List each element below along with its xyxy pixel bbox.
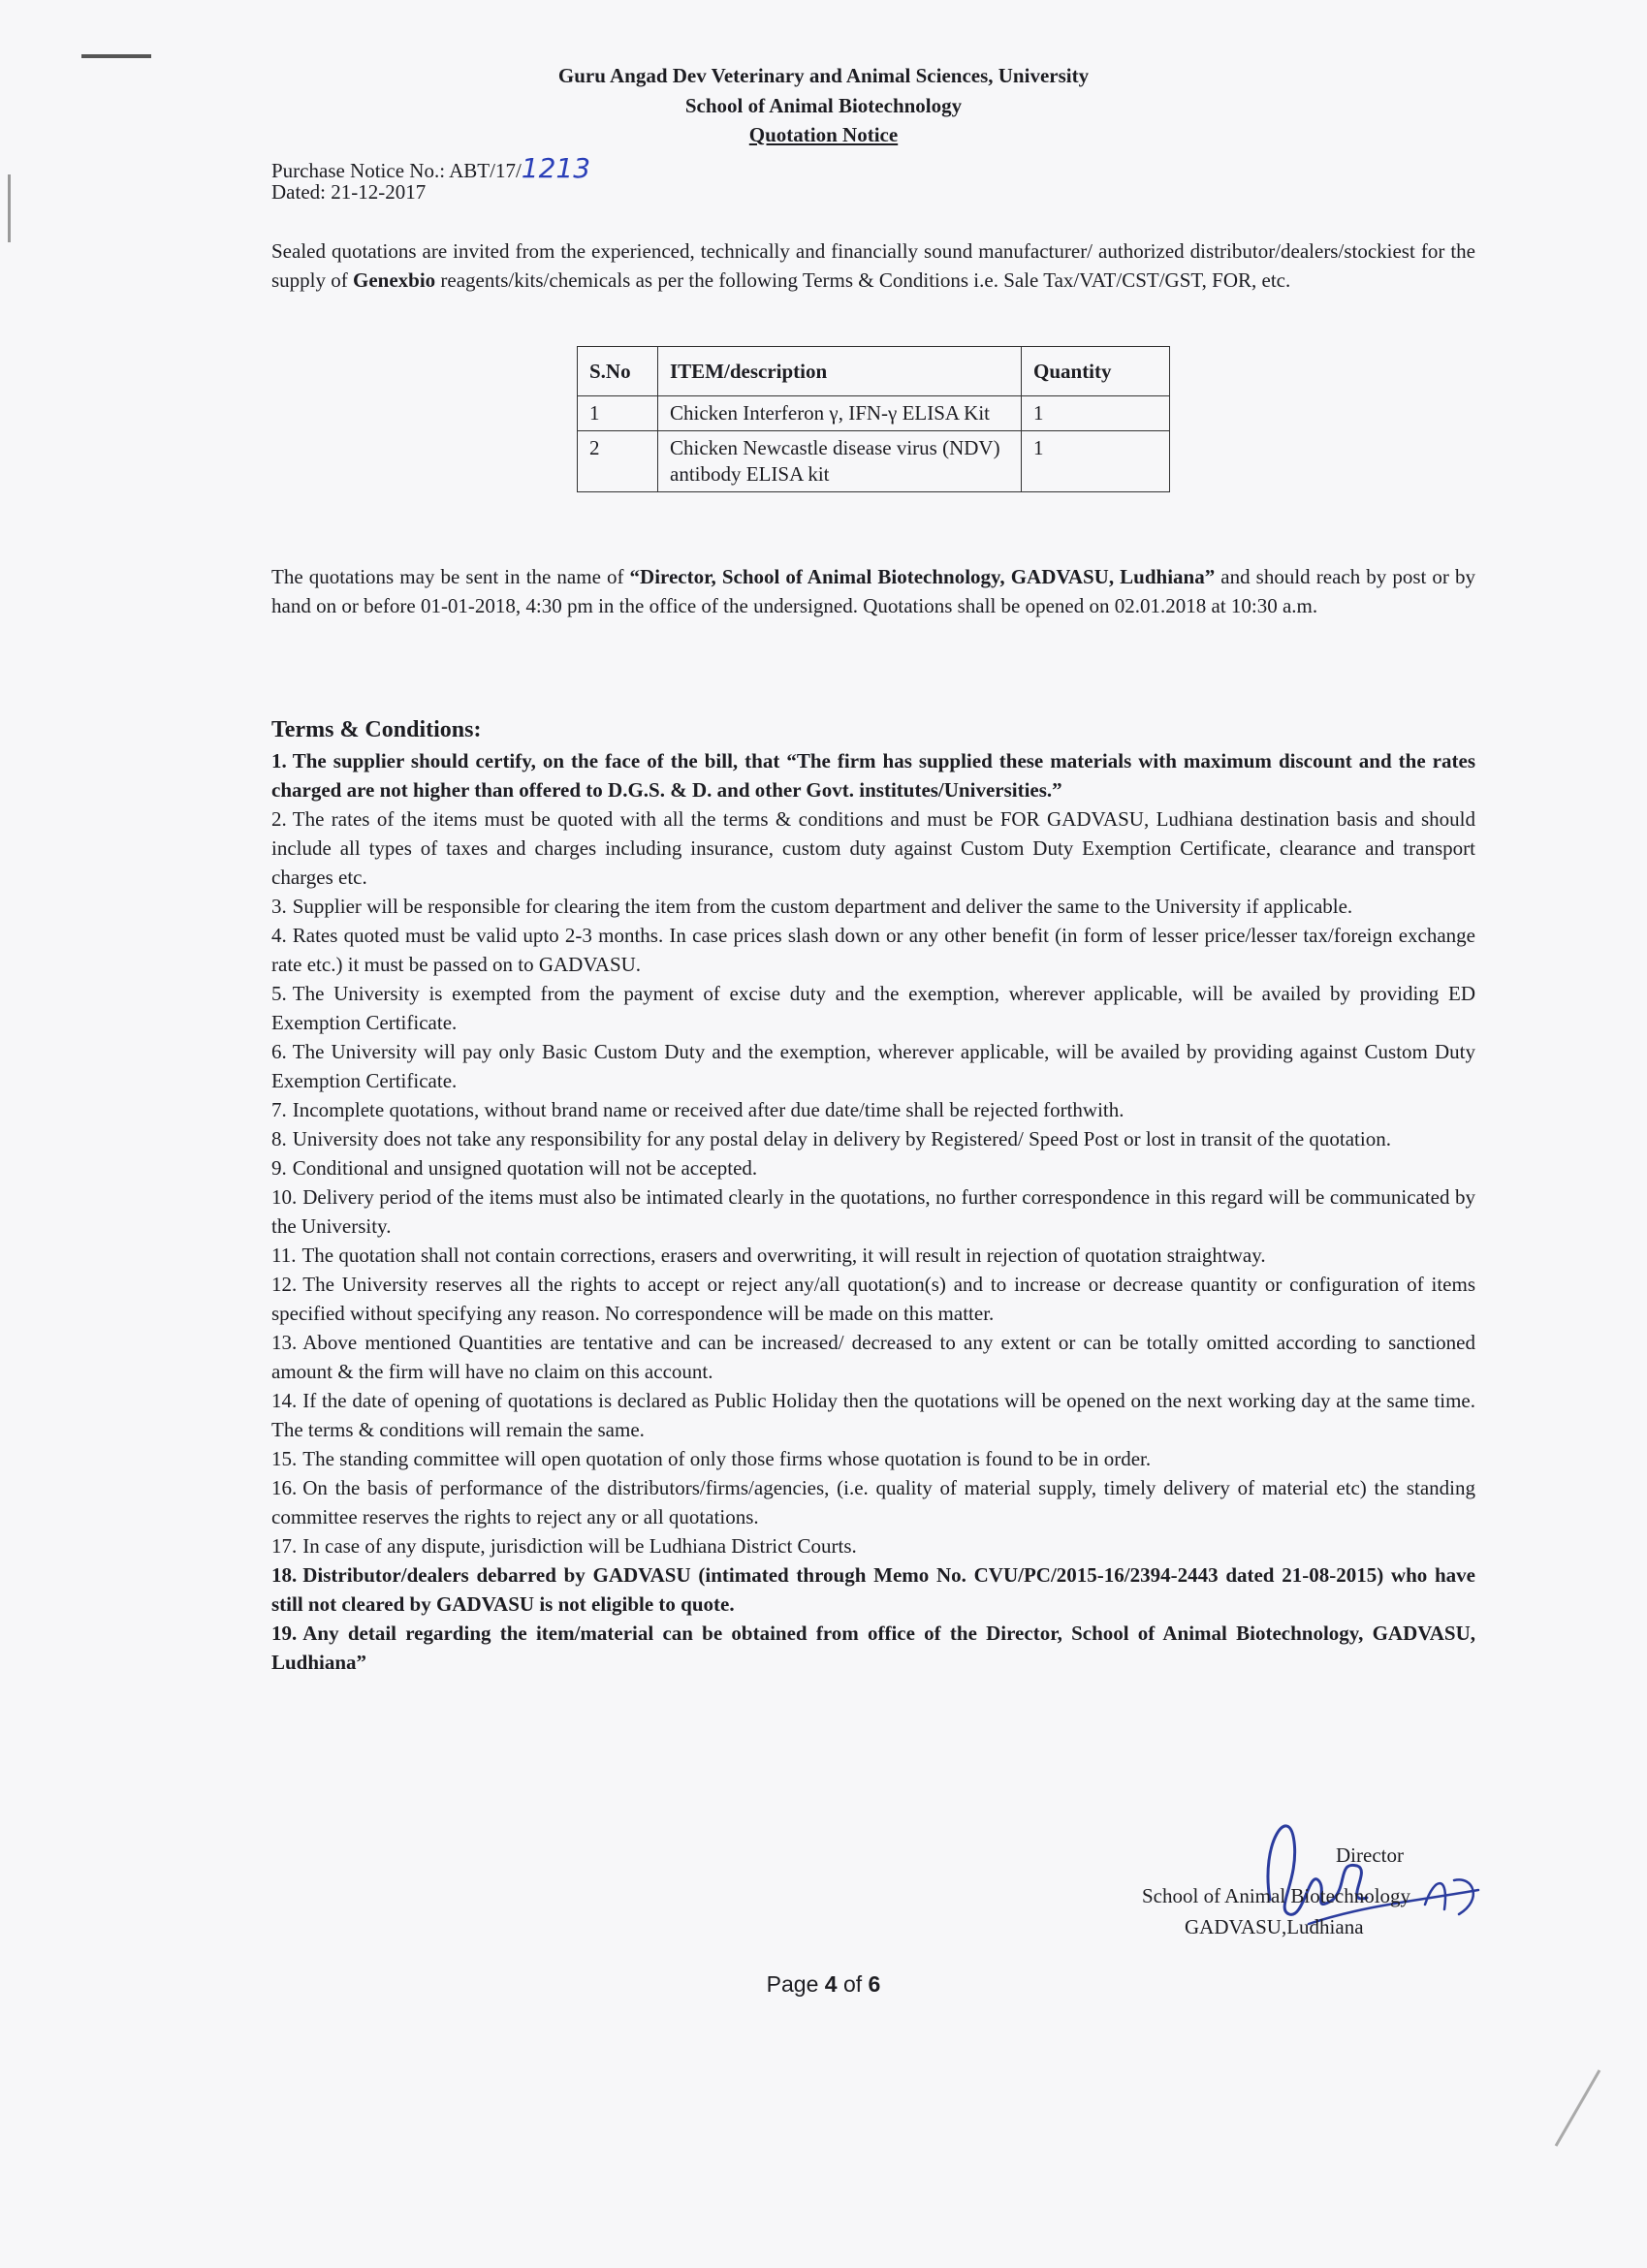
addressee: “Director, School of Animal Biotechnology, GADVASU, Ludhiana” — [629, 565, 1216, 588]
term-item — [271, 1241, 1475, 1270]
submission-text-before: The quotations may be sent in the name of — [271, 565, 630, 588]
term-number: 13. — [271, 1331, 298, 1354]
scan-edge-mark — [8, 174, 11, 242]
term-text: Delivery period of the items must also be intimated clearly in the quotations, no further correspondence in this regard will be communicated by the University. — [271, 1185, 1475, 1238]
term-number: 2. — [271, 807, 287, 831]
term-item — [271, 1153, 1475, 1182]
term-text: Rates quoted must be valid upto 2-3 months. In case prices slash down or any other benefit (in form of lesser price/lesser tax/foreign exchange rate etc.) it must be passed on to GADVASU. — [271, 924, 1475, 976]
submission-paragraph — [271, 562, 1475, 620]
term-item — [271, 1531, 1475, 1560]
page-of: of — [837, 1971, 869, 1997]
term-number: 7. — [271, 1098, 287, 1121]
notice-date: Dated: 21-12-2017 — [271, 180, 427, 204]
page-prefix: Page — [766, 1971, 825, 1997]
signatory-title: Director — [1336, 1843, 1404, 1867]
cell-description: Chicken Newcastle disease virus (NDV) antibody ELISA kit — [658, 431, 1022, 492]
terms-list — [271, 746, 1475, 1677]
term-text: On the basis of performance of the distributors/firms/agencies, (i.e. quality of material supply, timely delivery of material etc) the standing committee reserves the rights to reject any or all quotations. — [271, 1476, 1475, 1528]
term-item — [271, 979, 1475, 1037]
page-total: 6 — [868, 1971, 881, 1997]
term-number: 18. — [271, 1563, 298, 1587]
term-number: 10. — [271, 1185, 298, 1209]
term-item — [271, 1619, 1475, 1677]
term-item — [271, 892, 1475, 921]
term-text: The University will pay only Basic Custom Duty and the exemption, wherever applicable, will be availed by providing against Custom Duty Exemption Certificate. — [271, 1040, 1475, 1092]
term-number: 14. — [271, 1389, 298, 1412]
term-text: The University reserves all the rights to accept or reject any/all quotation(s) and to increase or decrease quantity or configuration of items specified without specifying any reason. No correspondence will be made on this matter. — [271, 1273, 1475, 1325]
column-header-sno: S.No — [578, 347, 658, 396]
table-header-row — [578, 347, 1170, 396]
term-number: 9. — [271, 1156, 287, 1180]
term-number: 1. — [271, 749, 287, 772]
term-text: The standing committee will open quotation of only those firms whose quotation is found to be in order. — [302, 1447, 1152, 1470]
term-text: The University is exempted from the payment of excise duty and the exemption, wherever applicable, will be availed by providing ED Exemption Certificate. — [271, 982, 1475, 1034]
signatory-institution: GADVASU,Ludhiana — [1185, 1915, 1364, 1938]
purchase-notice-label: Purchase Notice No.: ABT/17/ — [271, 159, 522, 182]
term-item — [271, 921, 1475, 979]
column-header-quantity: Quantity — [1022, 347, 1170, 396]
intro-text-after: reagents/kits/chemicals as per the following Terms & Conditions i.e. Sale Tax/VAT/CST/GST, FOR, etc. — [435, 268, 1291, 292]
term-number: 8. — [271, 1127, 287, 1150]
term-text: University does not take any responsibility for any postal delay in delivery by Registered/ Speed Post or lost in transit of the quotation. — [292, 1127, 1391, 1150]
term-number: 3. — [271, 895, 287, 918]
term-text: The quotation shall not contain corrections, erasers and overwriting, it will result in rejection of quotation straightway. — [301, 1244, 1266, 1267]
column-header-description: ITEM/description — [658, 347, 1022, 396]
table-row — [578, 396, 1170, 431]
term-text: The rates of the items must be quoted with all the terms & conditions and must be FOR GADVASU, Ludhiana destination basis and should include all types of taxes and charges including insurance, custom duty against Custom Duty Exemption Certificate, clearance and transport charges etc. — [271, 807, 1475, 889]
term-item — [271, 1473, 1475, 1531]
term-number: 11. — [271, 1244, 297, 1267]
school-name: School of Animal Biotechnology — [684, 94, 963, 117]
term-item — [271, 1270, 1475, 1328]
brand-name: Genexbio — [353, 268, 436, 292]
cell-description: Chicken Interferon γ, IFN-γ ELISA Kit — [658, 396, 1022, 431]
scan-mark — [81, 54, 151, 58]
term-item — [271, 1182, 1475, 1241]
term-number: 19. — [271, 1622, 298, 1645]
term-text: The supplier should certify, on the face of the bill, that “The firm has supplied these materials with maximum discount and the rates charged are not higher than offered to D.G.S. & D. and other Govt. institutes/Universities.” — [271, 749, 1475, 802]
term-number: 5. — [271, 982, 287, 1005]
term-number: 15. — [271, 1447, 298, 1470]
intro-paragraph — [271, 236, 1475, 295]
term-text: Any detail regarding the item/material can be obtained from office of the Director, School of Animal Biotechnology, GADVASU, Ludhiana” — [271, 1622, 1475, 1674]
term-number: 4. — [271, 924, 287, 947]
term-text: Conditional and unsigned quotation will not be accepted. — [292, 1156, 758, 1180]
term-item — [271, 1444, 1475, 1473]
term-text: Above mentioned Quantities are tentative and can be increased/ decreased to any extent or can be totally omitted according to sanctioned amount & the firm will have no claim on this account. — [271, 1331, 1475, 1383]
page-current: 4 — [824, 1971, 838, 1997]
term-text: Distributor/dealers debarred by GADVASU (intimated through Memo No. CVU/PC/2015-16/2394-2443 dated 21-08-2015) who have still not cleared by GADVASU is not eligible to quote. — [271, 1563, 1475, 1616]
table-row — [578, 431, 1170, 492]
term-item — [271, 746, 1475, 804]
scan-corner-mark — [1555, 2069, 1601, 2146]
university-name: Guru Angad Dev Veterinary and Animal Sciences, University — [557, 64, 1090, 87]
term-text: Incomplete quotations, without brand name or received after due date/time shall be rejected forthwith. — [292, 1098, 1124, 1121]
notice-title: Quotation Notice — [748, 123, 899, 146]
term-item — [271, 1124, 1475, 1153]
intro-text-before: Sealed quotations are invited from the experienced, technically and financially sound manufacturer/ authorized distributor/dealers/stockiest for the supply of — [271, 239, 1475, 292]
items-table — [577, 346, 1170, 492]
term-number: 12. — [271, 1273, 298, 1296]
signatory-department: School of Animal Biotechnology — [1142, 1884, 1411, 1907]
page-footer — [0, 1971, 1647, 1998]
term-item — [271, 1328, 1475, 1386]
handwritten-notice-number: 1213 — [521, 152, 591, 184]
cell-quantity: 1 — [1022, 396, 1170, 431]
term-text: In case of any dispute, jurisdiction will be Ludhiana District Courts. — [302, 1534, 857, 1558]
term-number: 16. — [271, 1476, 298, 1499]
term-item — [271, 1386, 1475, 1444]
term-item — [271, 1037, 1475, 1095]
cell-sno: 2 — [578, 431, 658, 492]
submission-text-after: and should reach by post or by hand on or before 01-01-2018, 4:30 pm in the office of the undersigned. Quotations shall be opened on 02.01.2018 at 10:30 a.m. — [271, 565, 1475, 617]
term-item — [271, 1560, 1475, 1619]
term-number: 6. — [271, 1040, 287, 1063]
term-text: If the date of opening of quotations is declared as Public Holiday then the quotations will be opened on the next working day at the same time. The terms & conditions will remain the same. — [271, 1389, 1475, 1441]
term-number: 17. — [271, 1534, 298, 1558]
term-text: Supplier will be responsible for clearing the item from the custom department and deliver the same to the University if applicable. — [292, 895, 1353, 918]
terms-heading: Terms & Conditions: — [271, 717, 482, 742]
cell-sno: 1 — [578, 396, 658, 431]
term-item — [271, 804, 1475, 892]
cell-quantity: 1 — [1022, 431, 1170, 492]
term-item — [271, 1095, 1475, 1124]
